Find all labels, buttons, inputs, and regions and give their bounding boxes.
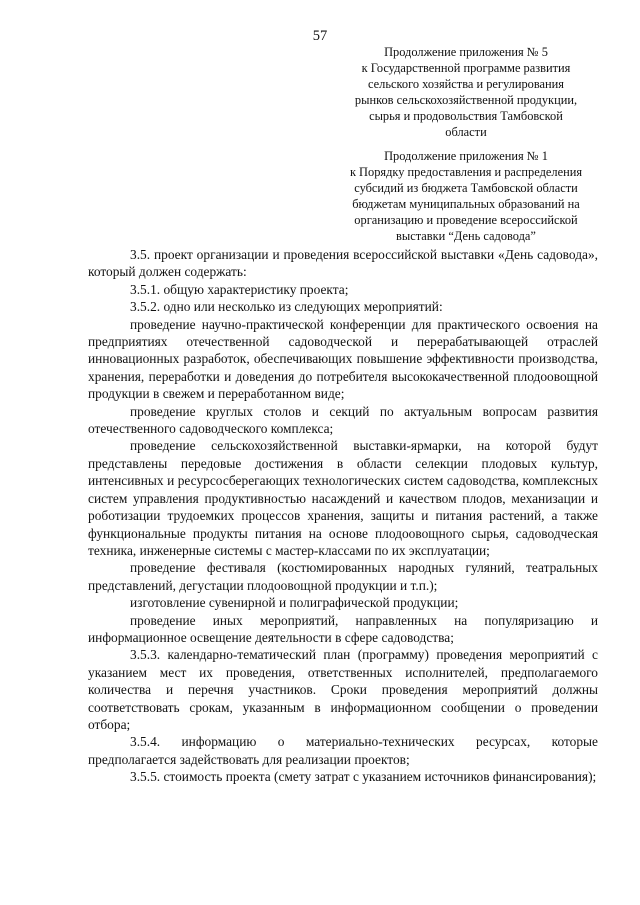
document-body: [88, 246, 598, 786]
paragraph: проведение иных мероприятий, направленных на популяризацию и информационное освещение деятельности в сфере садоводства;: [88, 612, 598, 645]
paragraph: 3.5.1. общую характеристику проекта;: [130, 281, 349, 297]
appendix-heading-subsidy-order: [308, 148, 624, 244]
paragraph: 3.5.5. стоимость проекта (смету затрат с указанием источников финансирования);: [130, 769, 597, 785]
paragraph: изготовление сувенирной и полиграфической продукции;: [130, 595, 459, 611]
heading-line: к Государственной программе развития: [361, 61, 571, 75]
paragraph: 3.5.2. одно или несколько из следующих мероприятий:: [130, 299, 443, 315]
heading-line: выставки “День садовода”: [396, 229, 536, 243]
heading-line: сельского хозяйства и регулирования: [368, 77, 564, 91]
heading-line: Продолжение приложения № 5: [384, 45, 548, 59]
paragraph: 3.5. проект организации и проведения всероссийской выставки «День садовода», который должен содержать:: [88, 247, 598, 280]
appendix-heading-state-program: [308, 44, 624, 140]
heading-line: сырья и продовольствия Тамбовской: [369, 109, 563, 123]
heading-line: бюджетам муниципальных образований на: [352, 197, 580, 211]
heading-line: области: [445, 125, 487, 139]
paragraph: проведение фестиваля (костюмированных народных гуляний, театральных представлений, дегустации плодоовощной продукции и т.п.);: [88, 560, 598, 593]
paragraph: 3.5.4. информацию о материально-технических ресурсах, которые предполагается задействовать для реализации проектов;: [88, 734, 598, 767]
heading-line: к Порядку предоставления и распределения: [349, 165, 583, 179]
paragraph: проведение круглых столов и секций по актуальным вопросам развития отечественного садоводческого комплекса;: [88, 403, 598, 437]
paragraph: проведение сельскохозяйственной выставки-ярмарки, на которой будут представлены передовые достижения в области селекции плодовых культур, интенсивных и ресурсосберегающих технологических систем садоводства, комплексных систем управления продуктивностью насаждений и качеством плодов, механизации и роботизации трудоемких процессов хранения, защиты и питания растений, а также функциональные продукты питания на основе плодоовощного сырья, садоводческая техника, инженерные системы с мастер-классами по их эксплуатации;: [88, 438, 598, 558]
paragraph: 3.5.3. календарно-тематический план (программу) проведения мероприятий с указанием мест их проведения, ответственных исполнителей, предполагаемого количества и перечня участников. Сроки проведения мероприятий должны соответствовать срокам, указанным в информационном сообщении о проведении отбора;: [88, 647, 598, 732]
heading-line: организацию и проведение всероссийской: [354, 213, 578, 227]
heading-line: рынков сельскохозяйственной продукции,: [354, 93, 578, 107]
page-number: 57: [312, 28, 328, 44]
heading-line: субсидий из бюджета Тамбовской области: [354, 181, 578, 195]
paragraph: проведение научно-практической конференции для практического освоения на предприятиях отечественной садоводческой и перерабатывающей отраслей инновационных разработок, обеспечивающих повышение эффективности производства, хранения, переработки и доведения до потребителя высококачественной плодоовощной продукции в свежем и переработанном виде;: [88, 316, 598, 402]
heading-line: Продолжение приложения № 1: [384, 149, 548, 163]
